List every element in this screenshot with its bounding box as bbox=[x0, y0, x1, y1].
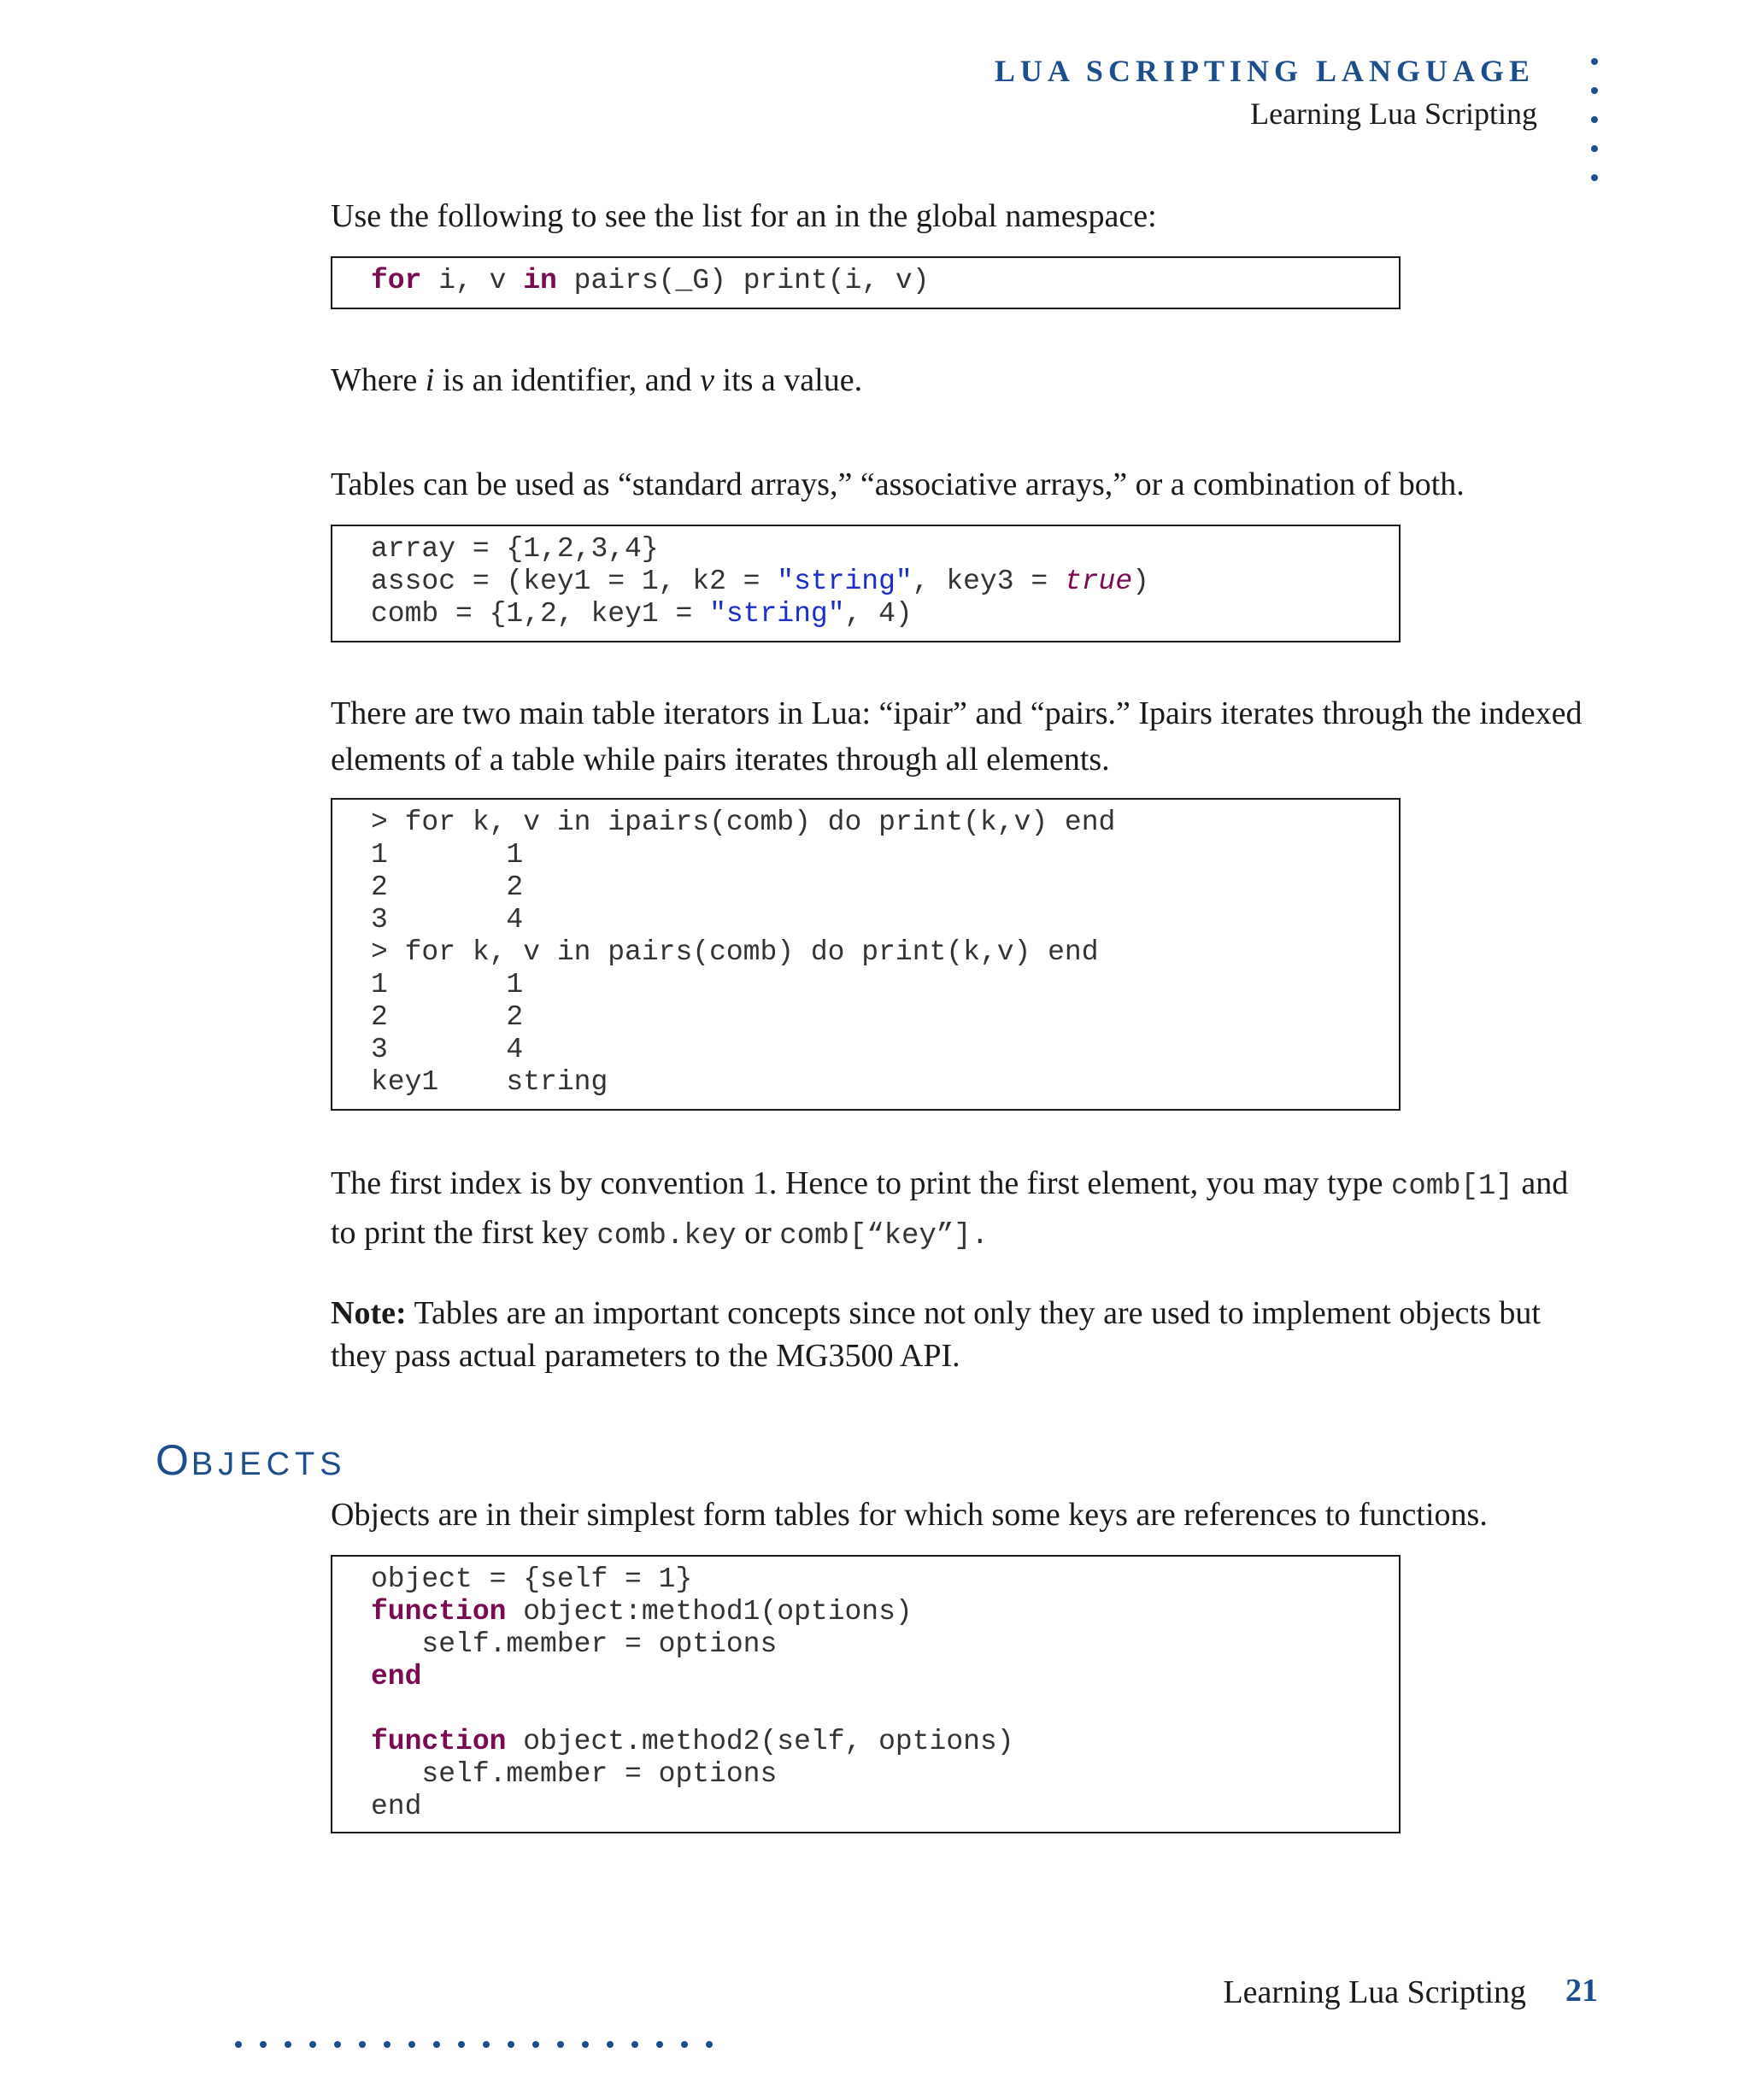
code-line: end bbox=[371, 1791, 422, 1822]
code-block-pairs-g bbox=[331, 256, 1401, 309]
code-line: self.member = options bbox=[371, 1628, 778, 1660]
running-header-subtitle: Learning Lua Scripting bbox=[1250, 97, 1537, 131]
code-line: self.member = options bbox=[371, 1758, 778, 1790]
running-header-title: LUA SCRIPTING LANGUAGE bbox=[994, 54, 1535, 88]
footer-dot-decoration bbox=[235, 2037, 731, 2045]
code-line: key1 string bbox=[371, 1066, 608, 1098]
code-block-object-methods bbox=[331, 1555, 1401, 1833]
inline-code: comb.key bbox=[596, 1220, 737, 1252]
code-line: 1 1 bbox=[371, 969, 524, 1000]
note-paragraph bbox=[331, 1292, 1595, 1377]
paragraph-iterators: There are two main table iterators in Lua: “ipair” and “pairs.” Ipairs iterates through the indexed elements of a table while pairs iterates through all elements. bbox=[331, 695, 1583, 777]
code-line: 2 2 bbox=[371, 1001, 524, 1033]
code-line: function object.method2(self, options) bbox=[371, 1726, 1014, 1757]
footer-title: Learning Lua Scripting bbox=[1223, 1974, 1526, 2010]
code-line: end bbox=[371, 1661, 422, 1692]
code-line: 1 1 bbox=[371, 839, 524, 871]
code-line: array = {1,2,3,4} bbox=[371, 533, 659, 565]
code-line bbox=[371, 1693, 1399, 1726]
code-text: pairs(_G) print(i, v) bbox=[556, 265, 930, 296]
paragraph-global-namespace: Use the following to see the list for an in the global namespace: bbox=[331, 198, 1157, 234]
code-line: object = {self = 1} bbox=[371, 1563, 693, 1595]
text-span: its a value. bbox=[714, 362, 863, 398]
code-line: 3 4 bbox=[371, 1034, 524, 1065]
code-line: 3 4 bbox=[371, 904, 524, 936]
paragraph-first-index bbox=[331, 1160, 1595, 1259]
paragraph-tables-arrays: Tables can be used as “standard arrays,” “associative arrays,” or a combination of both. bbox=[331, 466, 1465, 502]
text-span: is an identifier, and bbox=[434, 362, 701, 398]
inline-code: comb[“key”]. bbox=[779, 1220, 990, 1252]
text-span: Where bbox=[331, 362, 426, 398]
note-label: Note: bbox=[331, 1295, 407, 1331]
paragraph-identifier bbox=[331, 357, 1595, 403]
code-line: function object:method1(options) bbox=[371, 1596, 913, 1628]
note-text: Tables are an important concepts since not only they are used to implement objects but they pass actual parameters to the MG3500 API. bbox=[331, 1295, 1541, 1374]
code-line: > for k, v in pairs(comb) do print(k,v) end bbox=[371, 936, 1099, 968]
page-number: 21 bbox=[1565, 1973, 1598, 2009]
code-line: comb = {1,2, key1 = "string", 4) bbox=[371, 598, 913, 630]
paragraph-objects: Objects are in their simplest form tables for which some keys are references to functions. bbox=[331, 1497, 1488, 1533]
code-keyword: for bbox=[371, 265, 422, 296]
inline-code: comb[1] bbox=[1391, 1170, 1513, 1203]
code-keyword: in bbox=[523, 265, 557, 296]
code-block-iterator-output bbox=[331, 798, 1401, 1111]
code-block-table-examples bbox=[331, 525, 1401, 642]
italic-var-i: i bbox=[425, 362, 435, 398]
text-span: and to print the first key bbox=[331, 1165, 1569, 1251]
code-line: assoc = (key1 = 1, k2 = "string", key3 = true) bbox=[371, 566, 1149, 597]
text-span: or bbox=[736, 1215, 780, 1251]
header-dot-decoration bbox=[1591, 58, 1600, 203]
code-line: 2 2 bbox=[371, 871, 524, 903]
text-span: The first index is by convention 1. Hence to print the first element, you may type bbox=[331, 1165, 1392, 1201]
code-line: > for k, v in ipairs(comb) do print(k,v) end bbox=[371, 807, 1116, 838]
code-text: i, v bbox=[421, 265, 524, 296]
section-heading-objects: OBJECTS bbox=[156, 1436, 347, 1484]
italic-var-v: v bbox=[700, 362, 715, 398]
